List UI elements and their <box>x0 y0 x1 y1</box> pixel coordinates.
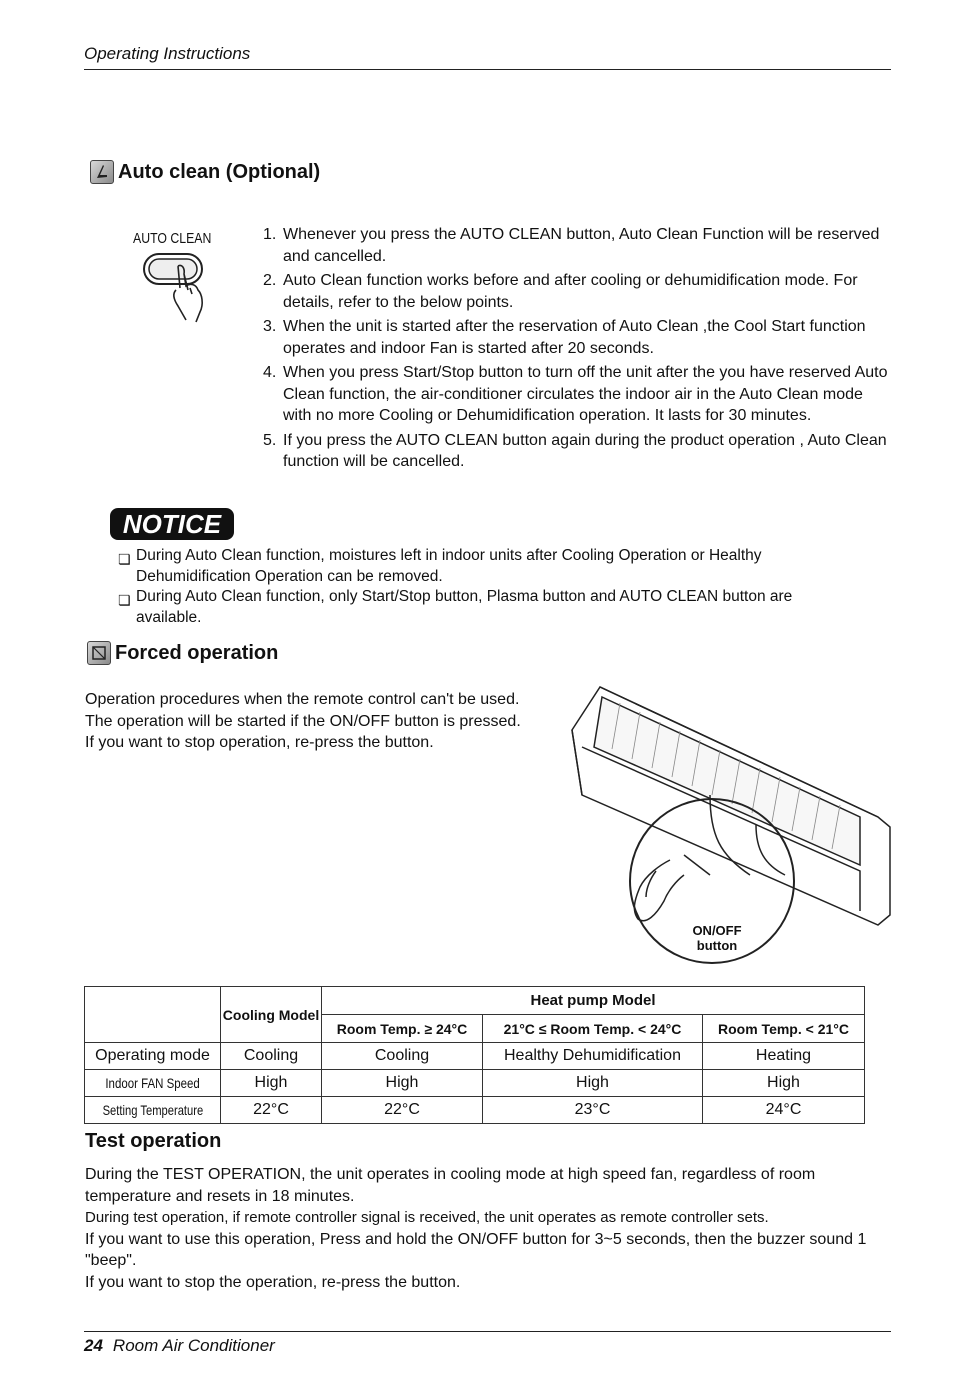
table-row <box>85 987 865 1015</box>
header-rule <box>84 69 891 70</box>
hp-col-header: Room Temp. ≥ 24°C <box>322 1015 483 1043</box>
forced-operation-icon <box>87 641 111 665</box>
auto-clean-steps <box>263 224 893 476</box>
forced-operation-table <box>84 986 865 1124</box>
hp-col-header: Room Temp. < 21°C <box>703 1015 865 1043</box>
auto-clean-title: Auto clean (Optional) <box>118 160 321 183</box>
table-cell: 24°C <box>703 1097 865 1124</box>
table-row <box>85 1070 865 1097</box>
table-row <box>85 1097 865 1124</box>
table-row <box>85 1043 865 1070</box>
page-number: 24 <box>84 1336 103 1355</box>
table-cell: Cooling <box>221 1043 322 1070</box>
table-corner-cell <box>85 987 221 1043</box>
notice-item: ❏ During Auto Clean function, moistures left in indoor units after Cooling Operation or Healthy Dehumidification Operation can be removed. <box>118 547 762 585</box>
cooling-model-header: Cooling Model <box>221 987 322 1043</box>
table-cell: Heating <box>703 1043 865 1070</box>
list-item: 1. Whenever you press the AUTO CLEAN button, Auto Clean Function will be reserved and cancelled. <box>263 226 880 265</box>
hp-col-header: 21°C ≤ Room Temp. < 24°C <box>483 1015 703 1043</box>
footer-title: Room Air Conditioner <box>112 1336 275 1355</box>
forced-operation-heading <box>87 641 278 665</box>
footer-rule <box>84 1331 891 1332</box>
auto-clean-button-label: AUTO CLEAN <box>133 230 212 247</box>
table-cell: Cooling <box>322 1043 483 1070</box>
notice-badge: NOTICE <box>110 508 234 540</box>
forced-operation-text: Operation procedures when the remote control can't be used. The operation will be started if the ON/OFF button is pressed. If you want to stop operation, re-press the button. <box>85 691 521 751</box>
running-header: Operating Instructions <box>84 44 251 63</box>
on-off-button-label-line1: ON/OFF <box>692 923 742 938</box>
table-cell: High <box>483 1070 703 1097</box>
table-cell: Healthy Dehumidification <box>483 1043 703 1070</box>
notice-item: ❏ During Auto Clean function, only Start/Stop button, Plasma button and AUTO CLEAN button are available. <box>118 588 793 626</box>
on-off-button-label-line2: button <box>696 938 738 953</box>
indoor-unit-illustration <box>560 675 896 975</box>
checkbox-bullet-icon: ❏ <box>118 551 131 567</box>
notice-list <box>118 546 858 628</box>
heat-pump-model-header: Heat pump Model <box>322 987 865 1015</box>
row-label: Indoor FAN Speed <box>85 1070 221 1097</box>
test-operation-text: During the TEST OPERATION, the unit operates in cooling mode at high speed fan, regardless of room temperature and resets in 18 minutes. During test operation, if remote controller signal is received, the unit operates as remote controller sets. If you want to use this operation, Press and hold the ON/OFF button for 3~5 seconds, then the buzzer sound 1 "beep". If you want to stop the operation, re-press the button. <box>85 1166 867 1291</box>
auto-clean-heading <box>90 160 320 184</box>
table-cell: High <box>703 1070 865 1097</box>
table-cell: High <box>221 1070 322 1097</box>
list-item: 2. Auto Clean function works before and after cooling or dehumidification mode. For details, refer to the below points. <box>263 272 858 311</box>
forced-operation-title: Forced operation <box>115 641 279 664</box>
list-item: 5. If you press the AUTO CLEAN button again during the product operation , Auto Clean function will be cancelled. <box>263 431 887 470</box>
auto-clean-button-illustration <box>138 250 218 326</box>
test-operation-title: Test operation <box>85 1130 222 1152</box>
row-label: Setting Temperature <box>85 1097 221 1124</box>
list-item: 3. When the unit is started after the reservation of Auto Clean ,the Cool Start function operates and indoor Fan is started after 20 seconds. <box>263 318 866 357</box>
row-label: Operating mode <box>85 1043 221 1070</box>
page-footer <box>84 1336 275 1356</box>
table-cell: 22°C <box>322 1097 483 1124</box>
checkbox-bullet-icon: ❏ <box>118 592 131 608</box>
auto-clean-icon <box>90 160 114 184</box>
table-cell: High <box>322 1070 483 1097</box>
list-item: 4. When you press Start/Stop button to turn off the unit after the you have reserved Auto Clean function, the air-conditioner circulates the indoor air in the Auto Clean mode with no more Cooling or Dehumidification operation. It lasts for 30 minutes. <box>263 364 888 424</box>
table-cell: 22°C <box>221 1097 322 1124</box>
table-cell: 23°C <box>483 1097 703 1124</box>
